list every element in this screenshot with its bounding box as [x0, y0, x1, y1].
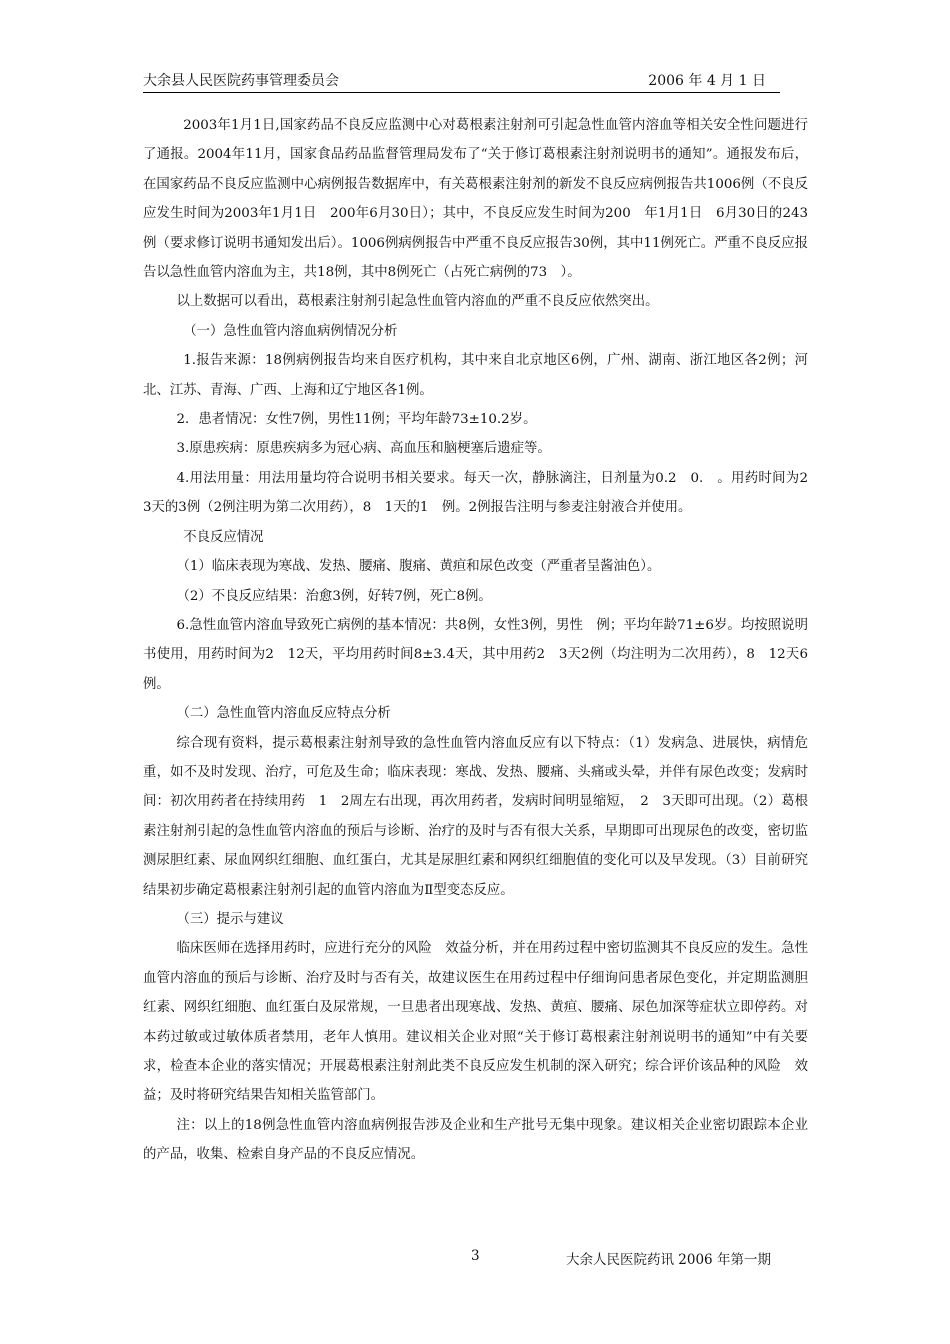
page-header: [143, 66, 780, 93]
paragraph-reaction-outcome: （2）不良反应结果：治愈3例，好转7例，死亡8例。: [176, 588, 492, 604]
paragraph-primary-disease: 3.原患疾病：原患疾病多为冠心病、高血压和脑梗塞后遗症等。: [176, 441, 551, 457]
subheading-adverse-reaction: 不良反应情况: [183, 529, 264, 545]
paragraph-dosage: 4.用法用量：用法用量均符合说明书相关要求。每天一次，静脉滴注，日剂量为0.2 0. 。用药时间为2 3天的3例（2例注明为第二次用药），8 1天的1 例。2例报告注明与参麦注射液合并使用。: [143, 470, 822, 516]
paragraph-recommendations: 临床医师在选择用药时，应进行充分的风险 效益分析，并在用药过程中密切监测其不良反应的发生。急性血管内溶血的预后与诊断、治疗及时与否有关，故建议医生在用药过程中仔细询问患者尿色变化，并定期监测胆红素、网织红细胞、血红蛋白及尿常规，一旦患者出现寒战、发热、黄疸、腰痛、尿色加深等症状立即停药。对本药过敏或过敏体质者禁用，老年人慎用。建议相关企业对照“关于修订葛根素注射剂说明书的通知”中有关要求，检查本企业的落实情况；开展葛根素注射剂此类不良反应发生机制的深入研究；综合评价该品种的风险 效益；及时将研究结果告知相关监管部门。: [143, 941, 808, 1104]
paragraph-intro: 2003年1月1日,国家药品不良反应监测中心对葛根素注射剂可引起急性血管内溶血等相关安全性问题进行了通报。2004年11月，国家食品药品监督管理局发布了“关于修订葛根素注射剂说明书的通知”。通报发布后，在国家药品不良反应监测中心病例报告数据库中，有关葛根素注射剂的新发不良反应病例报告共1006例（不良反应发生时间为2003年1月1日 200年6月30日）；其中，不良反应发生时间为200 年1月1日 6月30日的243例（要求修订说明书通知发出后）。1006例病例报告中严重不良反应报告30例，其中11例死亡。严重不良反应报告以急性血管内溶血为主，共18例，其中8例死亡（占死亡病例的73 ）。: [143, 118, 808, 281]
header-organization: 大余县人民医院药事管理委员会: [143, 73, 339, 89]
paragraph-note: 注：以上的18例急性血管内溶血病例报告涉及企业和生产批号无集中现象。建议相关企业密切跟踪本企业的产品，收集、检索自身产品的不良反应情况。: [143, 1117, 808, 1163]
section-heading-3: （三）提示与建议: [176, 911, 284, 927]
page-number: 3: [471, 1248, 480, 1264]
paragraph-characteristics: 综合现有资料，提示葛根素注射剂导致的急性血管内溶血反应有以下特点：（1）发病急、进展快，病情危重，如不及时发现、治疗，可危及生命；临床表现：寒战、发热、腰痛、头痛或头晕，并伴有尿色改变；发病时间：初次用药者在持续用药 1 2周左右出现，再次用药者，发病时间明显缩短， 2 3天即可出现。（2）葛根素注射剂引起的急性血管内溶血的预后与诊断、治疗的及时与否有很大关系，早期即可出现尿色的改变，密切监测尿胆红素、尿血网织红细胞、血红蛋白，尤其是尿胆红素和网织红细胞值的变化可以及早发现。（3）目前研究结果初步确定葛根素注射剂引起的血管内溶血为Ⅱ型变态反应。: [143, 735, 808, 898]
section-heading-2: （二）急性血管内溶血反应特点分析: [176, 706, 391, 722]
paragraph-summary: 以上数据可以看出，葛根素注射剂引起急性血管内溶血的严重不良反应依然突出。: [176, 294, 659, 310]
paragraph-report-source: 1.报告来源：18例病例报告均来自医疗机构，其中来自北京地区6例，广州、湖南、浙江地区各2例；河北、江苏、青海、广西、上海和辽宁地区各1例。: [143, 353, 808, 398]
paragraph-patient-info: 2．患者情况：女性7例，男性11例；平均年龄73±10.2岁。: [176, 412, 537, 428]
article-body: [143, 111, 822, 1170]
paragraph-clinical-manifestation: （1）临床表现为寒战、发热、腰痛、腹痛、黄疸和尿色改变（严重者呈酱油色）。: [176, 559, 661, 575]
header-date: 2006 年 4 月 1 日: [648, 73, 766, 89]
publication-name: 大余人民医院药讯 2006 年第一期: [566, 1252, 771, 1268]
section-heading-1: （一）急性血管内溶血病例情况分析: [183, 323, 398, 339]
paragraph-death-cases: 6.急性血管内溶血导致死亡病例的基本情况：共8例，女性3例，男性 例；平均年龄71±6岁。均按照说明书使用，用药时间为2 12天，平均用药时间8±3.4天，其中用药2 3天2例（均注明为二次用药），8 12天6例。: [143, 617, 808, 692]
